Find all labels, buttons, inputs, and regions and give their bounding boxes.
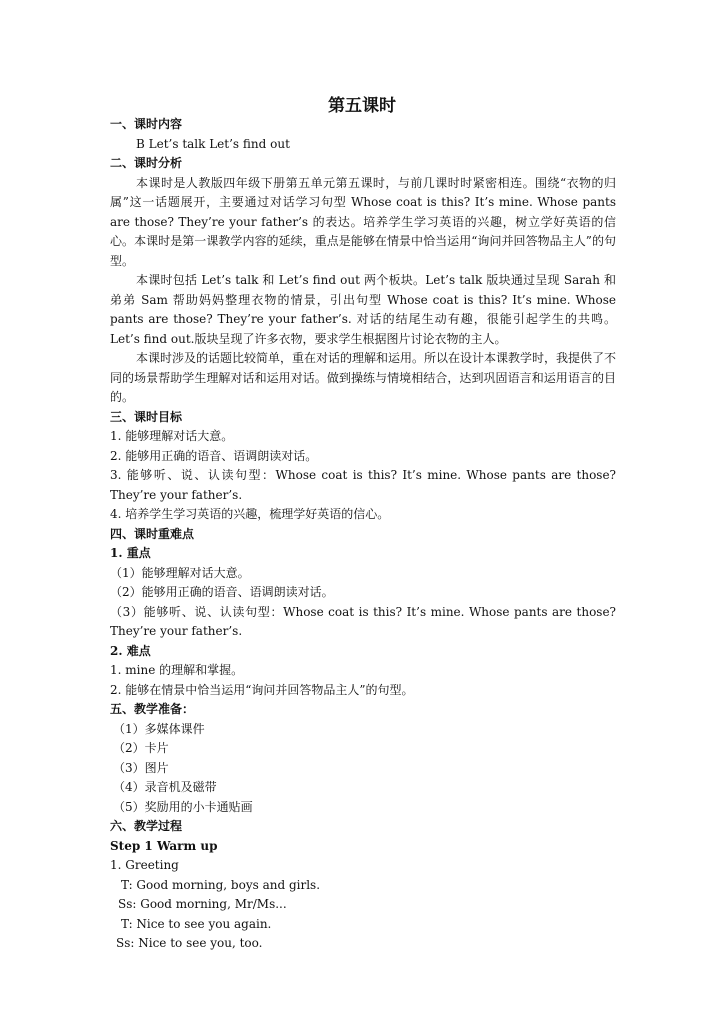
preparation-item-3: （3）图片 (113, 760, 169, 775)
section-1-content: B Let’s talk Let’s find out (136, 136, 290, 151)
objective-item-4: 4. 培养学生学习英语的兴趣，梳理学好英语的信心。 (110, 507, 390, 521)
difficult-point-item-2: 2. 能够在情景中恰当运用“询问并回答物品主人”的句型。 (110, 682, 414, 697)
key-points-heading: 1. 重点 (110, 546, 151, 560)
section-2-heading: 二、课时分析 (110, 156, 183, 170)
dialog-line-1: T: Good morning, boys and girls. (121, 877, 321, 892)
greeting-subheading: 1. Greeting (110, 858, 179, 872)
key-point-item-3: （3）能够听、说、认读句型：Whose coat is this? It’s mine. Whose pants are those? They’re your father’s. (110, 604, 616, 638)
key-point-item-2: （2）能够用正确的语音、语调朗读对话。 (110, 585, 334, 599)
section-6-heading: 六、教学过程 (110, 819, 183, 833)
objective-item-1: 1. 能够理解对话大意。 (110, 429, 234, 443)
preparation-item-1: （1）多媒体课件 (113, 721, 205, 736)
preparation-item-5: （5）奖励用的小卡通贴画 (113, 799, 253, 814)
analysis-paragraph-2: 本课时包括 Let’s talk 和 Let’s find out 两个板块。Let’s talk 版块通过呈现 Sarah 和弟弟 Sam 帮助妈妈整理衣物的情景，引出句型 Whose coat is this? It’s mine. Whose pants are those? They’re your father’s. 对话的结尾生动有趣，很能引起学生的共鸣。Let’s find out.版块呈现了许多衣物，要求学生根据图片讨论衣物的主人。 (110, 273, 616, 346)
objective-item-2: 2. 能够用正确的语音、语调朗读对话。 (110, 448, 318, 463)
document-body (110, 115, 616, 954)
section-3-heading: 三、课时目标 (110, 409, 183, 424)
difficult-points-heading: 2. 难点 (110, 643, 151, 658)
section-4-heading: 四、课时重难点 (110, 526, 195, 541)
key-point-item-1: （1）能够理解对话大意。 (110, 565, 250, 580)
analysis-paragraph-1: 本课时是人教版四年级下册第五单元第五课时，与前几课时时紧密相连。围绕“衣物的归属”这一话题展开，主要通过对话学习句型 Whose coat is this? It’s mine. Whose pants are those? They’re your father’s 的表达。培养学生学习英语的兴趣，树立学好英语的信心。本课时是第一课教学内容的延续，重点是能够在情景中恰当运用“询问并回答物品主人”的句型。 (110, 175, 616, 268)
section-1-heading: 一、课时内容 (110, 117, 183, 131)
preparation-item-2: （2）卡片 (113, 741, 169, 755)
page-title: 第五课时 (328, 96, 396, 116)
dialog-line-3: T: Nice to see you again. (121, 916, 272, 931)
step-heading: Step 1 Warm up (110, 838, 218, 853)
analysis-paragraph-3: 本课时涉及的话题比较简单，重在对话的理解和运用。所以在设计本课教学时，我提供了不同的场景帮助学生理解对话和运用对话。做到操练与情境相结合，达到巩固语言和运用语言的目的。 (110, 351, 617, 404)
objective-item-3: 3. 能够听、说、认读句型：Whose coat is this? It’s mine. Whose pants are those? They’re your father’s. (110, 468, 616, 502)
dialog-line-4: Ss: Nice to see you, too. (116, 936, 263, 950)
preparation-item-4: （4）录音机及磁带 (113, 780, 217, 794)
difficult-point-item-1: 1. mine 的理解和掌握。 (110, 663, 244, 677)
dialog-line-2: Ss: Good morning, Mr/Ms... (118, 897, 287, 911)
section-5-heading: 五、教学准备： (110, 702, 195, 716)
